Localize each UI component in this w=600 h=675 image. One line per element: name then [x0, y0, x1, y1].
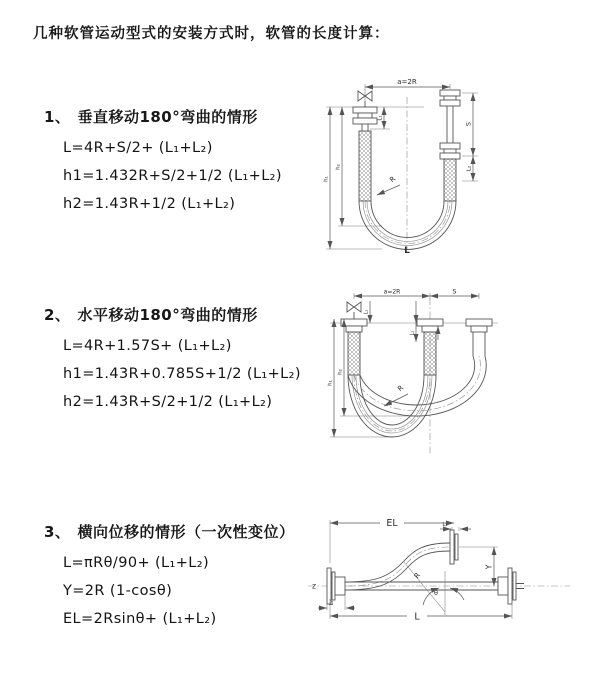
- formula-line: h1=1.43R+0.785S+1/2 (L₁+L₂): [63, 366, 301, 382]
- dim-label-s: S: [452, 287, 457, 296]
- dim-label-l1: L₁: [329, 600, 335, 606]
- section-heading-text: 横向位移的情形（一次性变位）: [77, 523, 295, 541]
- dim-label-s: S: [464, 121, 473, 127]
- dim-label-l1: L₁: [377, 115, 384, 121]
- dim-label-h2: h₂: [337, 369, 344, 375]
- left-flange: [327, 568, 345, 604]
- break-symbol: Z: [311, 583, 317, 591]
- dim-l2: [467, 156, 474, 181]
- section-number: 1、: [44, 108, 71, 126]
- dim-label-l2: L₂: [409, 330, 416, 336]
- displaced-pipe-fitting: [466, 319, 492, 356]
- dim-label-y: Y: [484, 564, 494, 570]
- section-number: 2、: [44, 306, 71, 324]
- formula-line: L=4R+S/2+ (L₁+L₂): [63, 140, 213, 156]
- dim-label-h2: h₂: [335, 164, 342, 170]
- section-heading: [44, 304, 301, 325]
- formula-line: L=4R+1.57S+ (L₁+L₂): [63, 338, 232, 354]
- formula-block: [63, 134, 282, 218]
- dim-label-a2r: a=2R: [383, 288, 401, 296]
- hose-u-bend-displaced: [348, 356, 486, 416]
- radius-label: R: [396, 383, 406, 394]
- dim-el: [330, 518, 454, 563]
- dim-label-el: EL: [386, 518, 398, 529]
- hose-u-bend-original: [348, 375, 436, 437]
- dim-y: [459, 547, 498, 586]
- formula-line: EL=2Rsinθ+ (L₁+L₂): [63, 611, 217, 627]
- hose-s-curve: [345, 543, 450, 590]
- length-label: L: [404, 246, 410, 255]
- dim-h1: [324, 107, 383, 249]
- radius-callout: [377, 175, 400, 195]
- section-heading: [44, 106, 282, 127]
- diagram-vertical-bend: [320, 71, 558, 255]
- formula-block: [63, 332, 301, 416]
- hose-u-bend: [359, 201, 456, 250]
- dim-label-l2: L₂: [466, 165, 473, 172]
- dim-a2r: [354, 289, 479, 300]
- right-pipe-fitting: [440, 90, 460, 201]
- section-number: 3、: [44, 523, 71, 541]
- diagram-horizontal-bend: [326, 286, 568, 462]
- dim-l: [330, 599, 512, 623]
- middle-pipe-fitting: [417, 319, 443, 375]
- formula-line: h2=1.43R+1/2 (L₁+L₂): [63, 196, 236, 212]
- left-pipe-fitting: [341, 319, 367, 375]
- dim-label-h1: h₁: [323, 176, 330, 182]
- dim-label-h1: h₁: [327, 380, 334, 386]
- dim-label-l2: L₂: [442, 522, 448, 528]
- section-horizontal-bend: [44, 304, 301, 416]
- dim-l1: [318, 595, 355, 610]
- left-pipe-fitting: [353, 107, 377, 201]
- radius-label: R: [412, 571, 423, 581]
- radius-callout: [404, 562, 445, 612]
- angle-label: θ: [434, 589, 438, 597]
- dim-s: [430, 288, 479, 297]
- formula-line: h1=1.432R+S/2+1/2 (L₁+L₂): [63, 168, 282, 184]
- section-lateral-displacement: [44, 521, 294, 633]
- section-heading-text: 垂直移动180°弯曲的情形: [77, 108, 258, 126]
- section-vertical-bend: [44, 106, 282, 218]
- dim-a2r: [365, 78, 450, 103]
- dim-label-a2r: a=2R: [397, 78, 417, 86]
- page-title: 几种软管运动型式的安装方式时，软管的长度计算：: [33, 26, 390, 42]
- dim-label-l1: L₁: [363, 309, 370, 315]
- dim-label-l: L: [414, 611, 420, 623]
- section-heading-text: 水平移动180°弯曲的情形: [77, 306, 258, 324]
- radius-label: R: [388, 174, 398, 185]
- section-heading: [44, 521, 294, 542]
- valve-icon: [347, 302, 361, 319]
- formula-block: [63, 549, 294, 633]
- formula-line: Y=2R (1-cosθ): [63, 583, 173, 599]
- diagram-lateral-displacement: [302, 503, 578, 655]
- formula-line: h2=1.43R+S/2+1/2 (L₁+L₂): [63, 394, 273, 410]
- formula-line: L=πRθ/90+ (L₁+L₂): [63, 555, 210, 571]
